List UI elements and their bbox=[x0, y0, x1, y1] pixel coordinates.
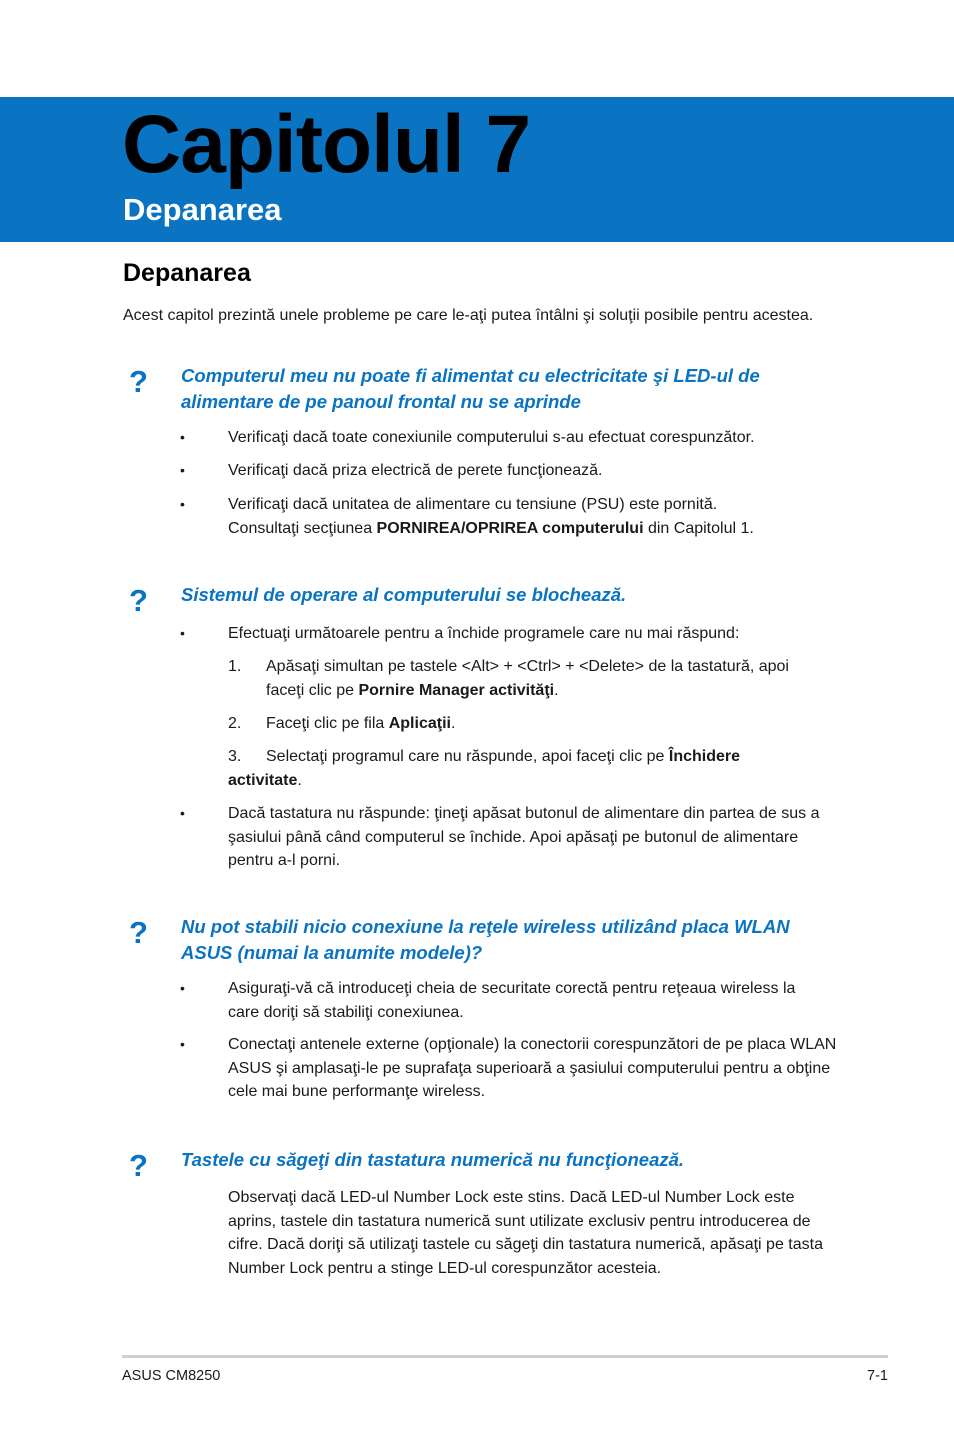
bullet-icon: • bbox=[180, 625, 185, 641]
footer-divider bbox=[122, 1355, 888, 1358]
footer-model: ASUS CM8250 bbox=[122, 1368, 221, 1384]
problem-2-step-2: Faceţi clic pe fila Aplicaţii. bbox=[266, 715, 456, 732]
problem-3-bullet-1: Asiguraţi-vă că introduceţi cheia de securitate corectă pentru reţeaua wireless la care doriţi să stabiliţi conexiunea. bbox=[228, 980, 796, 1021]
problem-4-text: Observaţi dacă LED-ul Number Lock este stins. Dacă LED-ul Number Lock este aprins, tastele din tastatura numerică sunt utilizate exclusiv pentru introducerea de cifre. Dacă doriţi să utilizaţi tastele cu săgeţi din tastatura numerică, apăsaţi pe tasta Number Lock pentru a stinge LED-ul corespunzător acesteia. bbox=[228, 1189, 823, 1277]
bullet-icon: • bbox=[180, 805, 185, 821]
bullet-icon: • bbox=[180, 1036, 185, 1052]
chapter-title: Capitolul 7 bbox=[122, 99, 531, 190]
problem-1-question: Computerul meu nu poate fi alimentat cu electricitate şi LED-ul de alimentare de pe panoul frontal nu se aprinde bbox=[181, 365, 760, 412]
bullet-icon: • bbox=[180, 429, 185, 445]
question-mark-icon: ? bbox=[129, 583, 148, 618]
question-mark-icon: ? bbox=[129, 1148, 148, 1183]
problem-2-bullet-1: Efectuaţi următoarele pentru a închide programele care nu mai răspund: bbox=[228, 625, 740, 642]
problem-2-step-3: 3. Selectaţi programul care nu răspunde, apoi faceţi clic pe Închidere activitate. bbox=[228, 745, 788, 792]
question-mark-icon: ? bbox=[129, 915, 148, 950]
problem-2-question: Sistemul de operare al computerului se blochează. bbox=[181, 584, 627, 605]
section-heading: Depanarea bbox=[123, 259, 251, 287]
step-number: 2. bbox=[228, 715, 242, 732]
bullet-icon: • bbox=[180, 980, 185, 996]
page-number: 7-1 bbox=[867, 1368, 888, 1384]
problem-3-bullet-2: Conectaţi antenele externe (opţionale) la conectorii corespunzători de pe placa WLAN ASUS şi amplasaţi-le pe suprafaţa superioară a şasiului computerului pentru a obţine cele mai bune performanţe wireless. bbox=[228, 1036, 837, 1100]
intro-paragraph: Acest capitol prezintă unele probleme pe care le-aţi putea întâlni şi soluţii posibile pentru acestea. bbox=[123, 307, 814, 324]
problem-4-question: Tastele cu săgeţi din tastatura numerică nu funcţionează. bbox=[181, 1149, 685, 1170]
chapter-subtitle: Depanarea bbox=[123, 192, 282, 227]
bullet-icon: • bbox=[180, 462, 185, 478]
step-number: 1. bbox=[228, 658, 242, 675]
problem-1-bullet-3: Verificaţi dacă unitatea de alimentare cu tensiune (PSU) este pornită. Consultaţi secţiunea PORNIREA/OPRIREA computerului din Capitolul 1. bbox=[228, 496, 754, 537]
bullet-icon: • bbox=[180, 496, 185, 512]
problem-3-question: Nu pot stabili nicio conexiune la reţele wireless utilizând placa WLAN ASUS (numai la anumite modele)? bbox=[181, 916, 790, 963]
problem-2-bullet-2: Dacă tastatura nu răspunde: ţineţi apăsat butonul de alimentare din partea de sus a şasiului până când computerul se închide. Apoi apăsaţi pe butonul de alimentare pentru a-l porni. bbox=[228, 805, 820, 869]
problem-1-bullet-2: Verificaţi dacă priza electrică de perete funcţionează. bbox=[228, 462, 603, 479]
problem-1-bullet-1: Verificaţi dacă toate conexiunile computerului s-au efectuat corespunzător. bbox=[228, 429, 755, 446]
step-number: 3. bbox=[228, 748, 242, 765]
problem-2-step-1: Apăsaţi simultan pe tastele <Alt> + <Ctrl> + <Delete> de la tastatură, apoi faceţi clic pe Pornire Manager activităţi. bbox=[266, 658, 789, 699]
question-mark-icon: ? bbox=[129, 364, 148, 399]
